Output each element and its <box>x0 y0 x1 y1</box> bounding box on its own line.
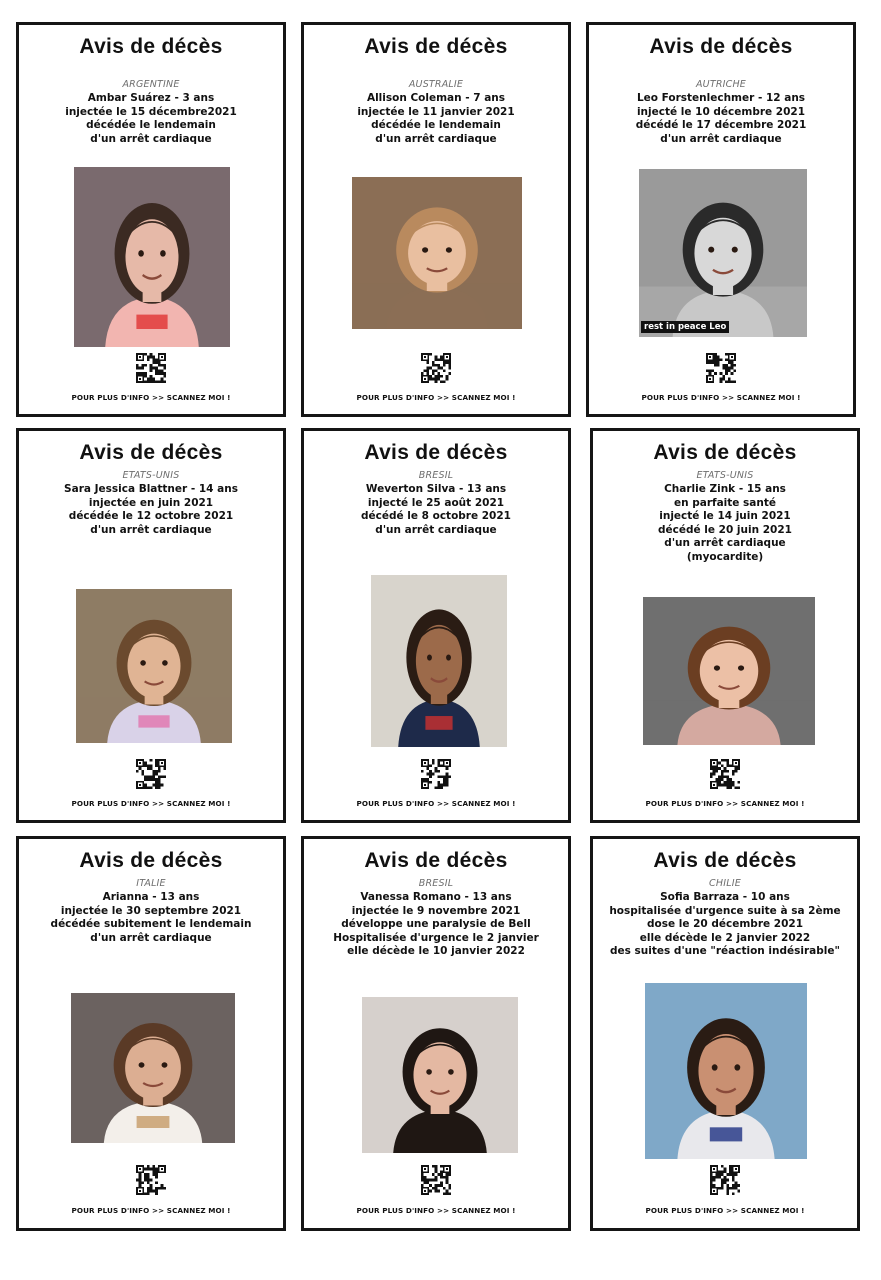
detail-line: (myocardite) <box>686 550 764 563</box>
scan-instruction: POUR PLUS D'INFO >> SCANNEZ MOI ! <box>641 393 801 402</box>
portrait-photo <box>76 589 232 743</box>
photo-caption: rest in peace Leo <box>641 321 729 333</box>
obituary-card <box>16 836 286 1231</box>
scan-instruction: POUR PLUS D'INFO >> SCANNEZ MOI ! <box>645 799 805 808</box>
detail-line: Vanessa Romano - 13 ans <box>360 891 512 903</box>
qr-code-icon[interactable] <box>421 353 451 383</box>
card-details <box>308 470 564 537</box>
scan-instruction: POUR PLUS D'INFO >> SCANNEZ MOI ! <box>71 1206 231 1215</box>
obituary-card <box>301 22 571 417</box>
detail-line: Ambar Suárez - 3 ans <box>87 92 215 104</box>
detail-line: d'un arrêt cardiaque <box>375 132 497 145</box>
scan-instruction: POUR PLUS D'INFO >> SCANNEZ MOI ! <box>356 1206 516 1215</box>
portrait-photo <box>639 169 807 337</box>
obituary-card <box>301 428 571 823</box>
detail-line: dose le 20 décembre 2021 <box>646 918 804 931</box>
qr-code-icon[interactable] <box>706 353 736 383</box>
obituary-card <box>590 428 860 823</box>
scan-instruction: POUR PLUS D'INFO >> SCANNEZ MOI ! <box>71 799 231 808</box>
detail-line: Hospitalisée d'urgence le 2 janvier <box>333 931 539 944</box>
detail-line: Leo Forstenlechmer - 12 ans <box>636 92 806 104</box>
qr-code-icon[interactable] <box>710 759 740 789</box>
card-details <box>597 470 853 565</box>
card-title: Avis de décès <box>79 441 223 464</box>
country-label: BRESIL <box>418 878 454 889</box>
detail-line: des suites d'une "réaction indésirable" <box>610 945 840 958</box>
country-label: AUTRICHE <box>695 79 747 90</box>
card-title: Avis de décès <box>79 35 223 58</box>
detail-line: d'un arrêt cardiaque <box>375 523 497 536</box>
obituary-card <box>301 836 571 1231</box>
qr-code-icon[interactable] <box>421 759 451 789</box>
detail-line: d'un arrêt cardiaque <box>664 537 786 550</box>
detail-line: injecté le 10 décembre 2021 <box>636 105 806 118</box>
scan-instruction: POUR PLUS D'INFO >> SCANNEZ MOI ! <box>645 1206 805 1215</box>
detail-line: Arianna - 13 ans <box>102 891 200 903</box>
detail-line: Sofia Barraza - 10 ans <box>660 891 790 903</box>
detail-line: d'un arrêt cardiaque <box>90 132 212 145</box>
scan-instruction: POUR PLUS D'INFO >> SCANNEZ MOI ! <box>356 799 516 808</box>
card-details <box>597 878 853 959</box>
card-title: Avis de décès <box>364 35 508 58</box>
detail-line: injectée le 30 septembre 2021 <box>60 904 242 917</box>
detail-line: décédée le lendemain <box>371 119 501 132</box>
card-details <box>23 878 279 945</box>
portrait-photo <box>371 575 507 747</box>
country-label: AUSTRALIE <box>408 79 464 90</box>
detail-line: décédée le lendemain <box>86 119 216 132</box>
detail-line: Allison Coleman - 7 ans <box>366 92 506 104</box>
card-title: Avis de décès <box>649 35 793 58</box>
detail-line: d'un arrêt cardiaque <box>660 132 782 145</box>
detail-line: elle décède le 10 janvier 2022 <box>347 945 525 958</box>
detail-line: décédée subitement le lendemain <box>50 918 252 931</box>
detail-line: Sara Jessica Blattner - 14 ans <box>64 483 238 495</box>
card-details <box>23 79 279 146</box>
obituary-card <box>590 836 860 1231</box>
country-label: ITALIE <box>136 878 166 889</box>
portrait-photo <box>362 997 518 1153</box>
detail-line: développe une paralysie de Bell <box>341 918 531 931</box>
detail-line: décédée le 12 octobre 2021 <box>68 510 234 523</box>
card-details <box>308 79 564 146</box>
portrait-photo <box>74 167 230 347</box>
portrait-photo <box>643 597 815 745</box>
detail-line: d'un arrêt cardiaque <box>90 931 212 944</box>
detail-line: injectée le 9 novembre 2021 <box>351 904 521 917</box>
detail-line: elle décède le 2 janvier 2022 <box>639 931 811 944</box>
portrait-photo <box>645 983 807 1159</box>
scan-instruction: POUR PLUS D'INFO >> SCANNEZ MOI ! <box>71 393 231 402</box>
detail-line: décédé le 20 juin 2021 <box>658 523 792 536</box>
detail-line: injectée le 11 janvier 2021 <box>357 105 515 118</box>
country-label: CHILIE <box>709 878 741 889</box>
card-details <box>23 470 279 537</box>
portrait-photo <box>71 993 235 1143</box>
card-details <box>593 79 849 146</box>
country-label: ARGENTINE <box>122 79 180 90</box>
qr-code-icon[interactable] <box>421 1165 451 1195</box>
detail-line: injectée le 15 décembre2021 <box>65 105 237 118</box>
qr-code-icon[interactable] <box>136 759 166 789</box>
scan-instruction: POUR PLUS D'INFO >> SCANNEZ MOI ! <box>356 393 516 402</box>
country-label: ETATS-UNIS <box>696 470 754 481</box>
detail-line: injecté le 14 juin 2021 <box>659 510 791 523</box>
detail-line: d'un arrêt cardiaque <box>90 523 212 536</box>
country-label: BRESIL <box>418 470 454 481</box>
card-title: Avis de décès <box>364 441 508 464</box>
qr-code-icon[interactable] <box>136 1165 166 1195</box>
portrait-photo <box>352 177 522 329</box>
detail-line: hospitalisée d'urgence suite à sa 2ème <box>609 904 841 917</box>
detail-line: injecté le 25 août 2021 <box>367 496 505 509</box>
obituary-card <box>16 22 286 417</box>
card-title: Avis de décès <box>653 441 797 464</box>
qr-code-icon[interactable] <box>710 1165 740 1195</box>
detail-line: décédé le 8 octobre 2021 <box>361 510 511 523</box>
detail-line: en parfaite santé <box>673 496 777 509</box>
obituary-card <box>16 428 286 823</box>
detail-line: décédé le 17 décembre 2021 <box>635 119 807 132</box>
obituary-card <box>586 22 856 417</box>
country-label: ETATS-UNIS <box>122 470 180 481</box>
card-details <box>308 878 564 959</box>
card-title: Avis de décès <box>79 849 223 872</box>
card-title: Avis de décès <box>653 849 797 872</box>
card-title: Avis de décès <box>364 849 508 872</box>
detail-line: injectée en juin 2021 <box>88 496 214 509</box>
detail-line: Weverton Silva - 13 ans <box>365 483 507 495</box>
detail-line: Charlie Zink - 15 ans <box>664 483 786 495</box>
qr-code-icon[interactable] <box>136 353 166 383</box>
